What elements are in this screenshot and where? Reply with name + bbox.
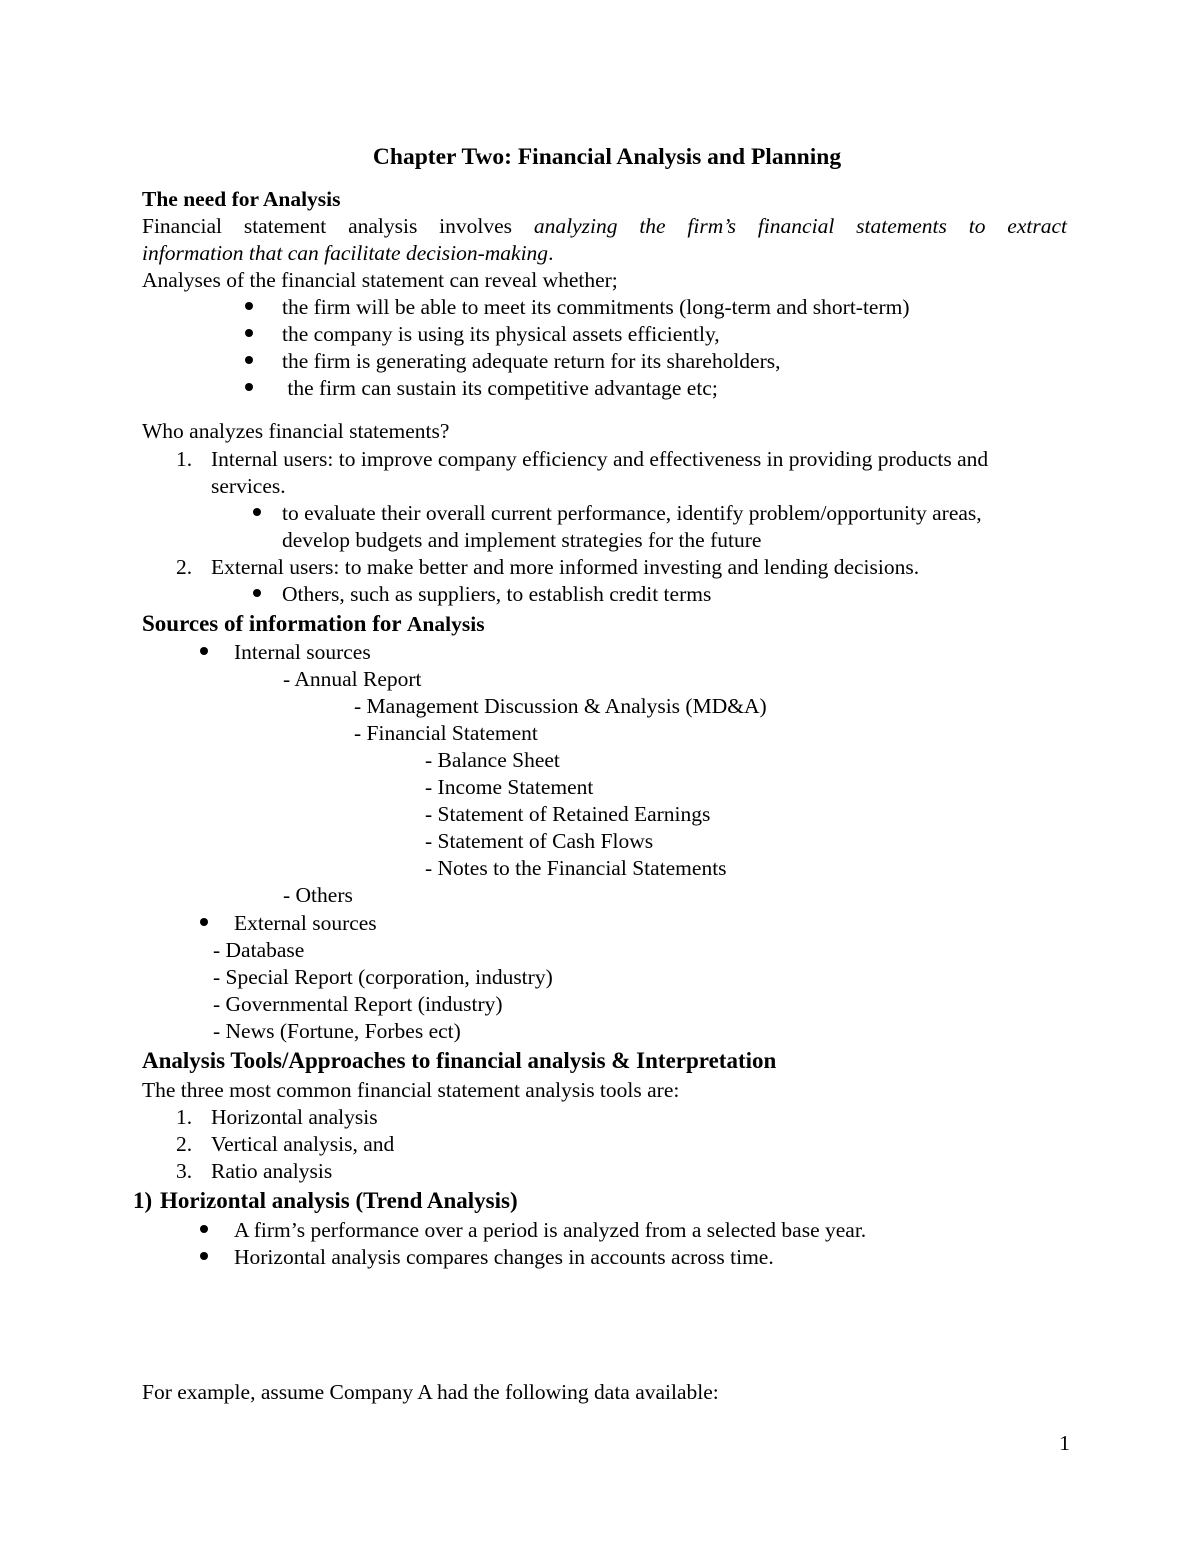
who-item-1-line2: services.: [211, 474, 286, 498]
mda-item: - Management Discussion & Analysis (MD&A): [354, 694, 767, 718]
who-item-1-line1: Internal users: to improve company efficiency and effectiveness in providing products and: [211, 447, 989, 471]
reveal-bullet-1: the firm will be able to meet its commitments (long-term and short-term): [282, 295, 910, 319]
who-item-1-sub-line2: develop budgets and implement strategies for the future: [282, 528, 762, 552]
bullet-icon: [245, 356, 253, 364]
external-item: - Database: [213, 938, 305, 962]
page-number: 1: [1059, 1431, 1070, 1455]
reveal-bullet-3: the firm is generating adequate return for its shareholders,: [282, 349, 781, 373]
need-paragraph-line1: [142, 213, 1067, 240]
need-para-italic: analyzing the firm’s financial statements to extract: [533, 214, 1067, 238]
who-item-2-line1: External users: to make better and more informed investing and lending decisions.: [211, 555, 920, 579]
sources-heading-bold: Sources of information for: [142, 611, 402, 636]
external-item: - Special Report (corporation, industry): [213, 965, 553, 989]
external-item: - Governmental Report (industry): [213, 992, 503, 1016]
bullet-icon: [245, 329, 253, 337]
statement-item: - Balance Sheet: [425, 748, 560, 772]
who-question: Who analyzes financial statements?: [142, 419, 450, 443]
bullet-icon: [200, 918, 208, 926]
who-item-1-num: 1.: [176, 447, 193, 471]
horizontal-bullet-2: Horizontal analysis compares changes in accounts across time.: [234, 1245, 774, 1269]
who-item-1-sub-line1: to evaluate their overall current performance, identify problem/opportunity areas,: [282, 501, 982, 525]
statement-item: - Statement of Retained Earnings: [425, 802, 711, 826]
external-item: - News (Fortune, Forbes ect): [213, 1019, 461, 1043]
who-item-2-num: 2.: [176, 555, 193, 579]
reveal-intro: Analyses of the financial statement can reveal whether;: [142, 268, 618, 292]
sources-heading-end: Analysis: [406, 612, 485, 636]
bullet-icon: [200, 1225, 208, 1233]
tools-item: Horizontal analysis: [211, 1105, 378, 1129]
tools-intro: The three most common financial statement analysis tools are:: [142, 1078, 680, 1102]
annual-report: - Annual Report: [283, 667, 422, 691]
statement-item: - Statement of Cash Flows: [425, 829, 654, 853]
need-para-end: .: [548, 241, 554, 265]
tools-item: Vertical analysis, and: [211, 1132, 395, 1156]
bullet-icon: [200, 1252, 208, 1260]
need-para-plain: Financial statement analysis involves: [142, 214, 513, 238]
example-line: For example, assume Company A had the following data available:: [142, 1380, 719, 1404]
sources-heading: [142, 610, 485, 638]
need-heading: The need for Analysis: [142, 187, 341, 211]
horizontal-heading: Horizontal analysis (Trend Analysis): [160, 1188, 518, 1213]
horizontal-bullet-1: A firm’s performance over a period is analyzed from a selected base year.: [234, 1218, 867, 1242]
external-sources-label: External sources: [234, 911, 377, 935]
others-item: - Others: [283, 883, 353, 907]
bullet-icon: [245, 383, 253, 391]
tools-item-num: 2.: [176, 1132, 193, 1156]
need-paragraph-line2: [142, 240, 553, 267]
statement-item: - Income Statement: [425, 775, 594, 799]
tools-item-num: 1.: [176, 1105, 193, 1129]
bullet-icon: [253, 508, 261, 516]
bullet-icon: [200, 647, 208, 655]
internal-sources-label: Internal sources: [234, 640, 371, 664]
bullet-icon: [245, 302, 253, 310]
financial-statement-item: - Financial Statement: [354, 721, 538, 745]
bullet-icon: [253, 589, 261, 597]
reveal-bullet-4: the firm can sustain its competitive advantage etc;: [282, 376, 718, 400]
page-title: Chapter Two: Financial Analysis and Planning: [372, 144, 842, 170]
who-item-2-sub-line1: Others, such as suppliers, to establish credit terms: [282, 582, 712, 606]
horizontal-num: 1): [133, 1188, 153, 1213]
reveal-bullet-2: the company is using its physical assets efficiently,: [282, 322, 720, 346]
need-para-italic-2: information that can facilitate decision-making: [142, 241, 549, 265]
tools-item: Ratio analysis: [211, 1159, 333, 1183]
statement-item: - Notes to the Financial Statements: [425, 856, 727, 880]
tools-item-num: 3.: [176, 1159, 193, 1183]
tools-heading: Analysis Tools/Approaches to financial analysis & Interpretation: [142, 1048, 777, 1073]
